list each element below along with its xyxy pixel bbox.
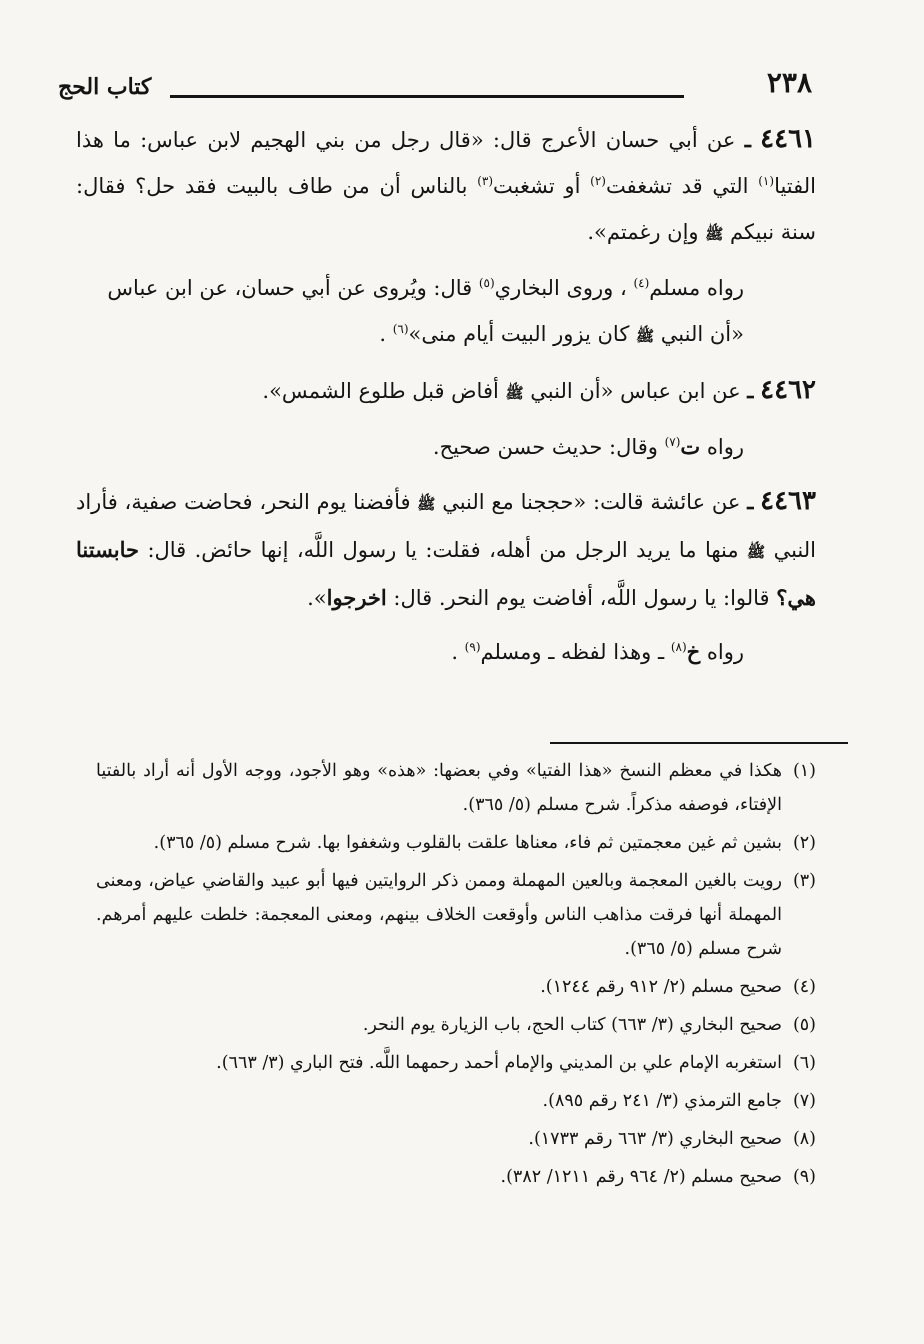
footnote-2 — [96, 826, 816, 860]
narration-text: قال: ويُروى عن أبي حسان، عن ابن عباس «أن النبي — [107, 276, 744, 346]
footnote-number: (٤) — [792, 977, 816, 997]
footnote-number: (٧) — [792, 1091, 816, 1111]
hadith-text: التي قد تشغفت — [605, 174, 759, 198]
hadith-4461 — [76, 116, 816, 257]
narration-4463 — [76, 629, 816, 675]
source-symbol: ت — [680, 434, 701, 459]
footnote-ref: (١) — [758, 174, 775, 188]
hadith-text: أو تشغبت — [493, 174, 591, 198]
narration-4462 — [76, 424, 816, 470]
dash: ـ — [747, 489, 754, 514]
hadith-text: ». — [307, 586, 327, 610]
hadith-number: ٤٤٦٢ — [760, 375, 816, 405]
narration-text: كان يزور البيت أيام منى» — [408, 322, 636, 346]
dash: ـ — [744, 127, 751, 152]
footnote-text: صحيح مسلم (٢/ ٩٦٤ رقم ١٢١١/ ٣٨٢). — [500, 1167, 782, 1187]
footnote-ref: (٩) — [464, 640, 481, 654]
narration-text: رواه — [700, 640, 744, 664]
narration-4461 — [76, 265, 816, 359]
hadith-number: ٤٤٦٣ — [760, 486, 816, 516]
footnote-5 — [96, 1008, 816, 1042]
hadith-text: عن عائشة قالت: «حججنا مع النبي — [435, 490, 741, 514]
footnote-8 — [96, 1122, 816, 1156]
hadith-text: أفاض قبل طلوع الشمس». — [262, 379, 506, 403]
salawat-glyph: ﷺ — [505, 384, 524, 402]
main-text — [76, 116, 816, 683]
footnote-text: استغربه الإمام علي بن المديني والإمام أحمد رحمهما اللَّه. فتح الباري (٣/ ٦٦٣). — [216, 1053, 782, 1073]
footnote-text: بشين ثم غين معجمتين ثم فاء، معناها علقت بالقلوب وشغفوا بها. شرح مسلم (٥/ ٣٦٥). — [153, 833, 782, 853]
narration-text: . — [379, 322, 393, 346]
footnote-text: صحيح البخاري (٣/ ٦٦٣) كتاب الحج، باب الزيارة يوم النحر. — [362, 1015, 782, 1035]
footnote-ref: (٧) — [664, 435, 681, 449]
salawat-glyph: ﷺ — [636, 327, 655, 345]
hadith-text: بالناس أن من طاف بالبيت فقد حل؟ فقال: سنة نبيكم — [76, 174, 816, 244]
book-title: كتاب الحج — [58, 74, 152, 100]
hadith-text: عن أبي حسان الأعرج قال: «قال رجل من بني الهجيم لابن عباس: ما هذا الفتيا — [76, 128, 816, 198]
footnote-number: (٣) — [792, 871, 816, 891]
narration-text: ـ وهذا لفظه ـ ومسلم — [480, 640, 671, 664]
footnote-9 — [96, 1160, 816, 1194]
footnote-ref: (٦) — [392, 322, 409, 336]
hadith-4462 — [76, 367, 816, 416]
footnote-1 — [96, 754, 816, 822]
dash: ـ — [747, 378, 754, 403]
salawat-glyph: ﷺ — [747, 543, 766, 561]
narration-text: وقال: حديث حسن صحيح. — [432, 435, 665, 459]
footnote-ref: (٥) — [478, 276, 495, 290]
footnote-ref: (٣) — [477, 174, 494, 188]
source-symbol: خ — [686, 639, 701, 664]
footnote-number: (٩) — [792, 1167, 816, 1187]
footnote-number: (٨) — [792, 1129, 816, 1149]
hadith-text: وإن رغمتم». — [587, 220, 706, 244]
footnote-number: (٥) — [792, 1015, 816, 1035]
narration-text: رواه — [700, 435, 744, 459]
footnotes — [96, 754, 816, 1198]
salawat-glyph: ﷺ — [417, 495, 436, 513]
salawat-glyph: ﷺ — [705, 225, 724, 243]
hadith-number: ٤٤٦١ — [760, 124, 816, 154]
hadith-4463 — [76, 478, 816, 621]
footnote-ref: (٢) — [590, 174, 606, 188]
footnote-ref: (٨) — [670, 640, 687, 654]
header-rule — [170, 95, 684, 98]
footnote-text: هكذا في معظم النسخ «هذا الفتيا» وفي بعضها: «هذه» وهو الأجود، ووجه الأول أنه أراد بالفتيا الإفتاء، فوصفه مذكراً. شرح مسلم (٥/ ٣٦٥). — [96, 761, 782, 815]
hadith-text: منها ما يريد الرجل من أهله، فقلت: يا رسول اللَّه، إنها حائض. قال: — [139, 538, 748, 562]
footnote-3 — [96, 864, 816, 966]
prophet-words: حابستنا هي؟ — [76, 537, 816, 610]
footnote-number: (٢) — [792, 833, 816, 853]
narration-text: رواه مسلم — [649, 276, 744, 300]
footnote-ref: (٤) — [633, 276, 650, 290]
narration-text: ، وروى البخاري — [494, 276, 634, 300]
hadith-text: فأفضنا يوم النحر، فحاضت صفية، فأراد النبي — [76, 490, 816, 562]
hadith-text: قالوا: يا رسول اللَّه، أفاضت يوم النحر. قال: — [386, 586, 777, 610]
narration-text: . — [451, 640, 465, 664]
footnote-number: (١) — [792, 761, 816, 781]
footnote-text: صحيح مسلم (٢/ ٩١٢ رقم ١٢٤٤). — [540, 977, 782, 997]
footnote-separator — [550, 742, 848, 744]
hadith-text: عن ابن عباس «أن النبي — [523, 379, 741, 403]
page-header — [58, 62, 812, 108]
footnote-text: جامع الترمذي (٣/ ٢٤١ رقم ٨٩٥). — [542, 1091, 782, 1111]
page-number: ٢٣٨ — [766, 66, 812, 99]
footnote-4 — [96, 970, 816, 1004]
footnote-text: رويت بالغين المعجمة وبالعين المهملة وممن ذكر الروايتين فيها أبو عبيد والقاضي عياض، ومعنى المهملة أنها فرقت مذاهب الناس وأوقعت الخلاف بينهم، ومعنى المعجمة: خلطت عليهم أمرهم. شرح مسلم (٥/ ٣٦٥). — [96, 871, 782, 959]
footnote-text: صحيح البخاري (٣/ ٦٦٣ رقم ١٧٣٣). — [528, 1129, 782, 1149]
footnote-6 — [96, 1046, 816, 1080]
footnote-7 — [96, 1084, 816, 1118]
prophet-words: اخرجوا — [326, 585, 387, 610]
footnote-number: (٦) — [792, 1053, 816, 1073]
